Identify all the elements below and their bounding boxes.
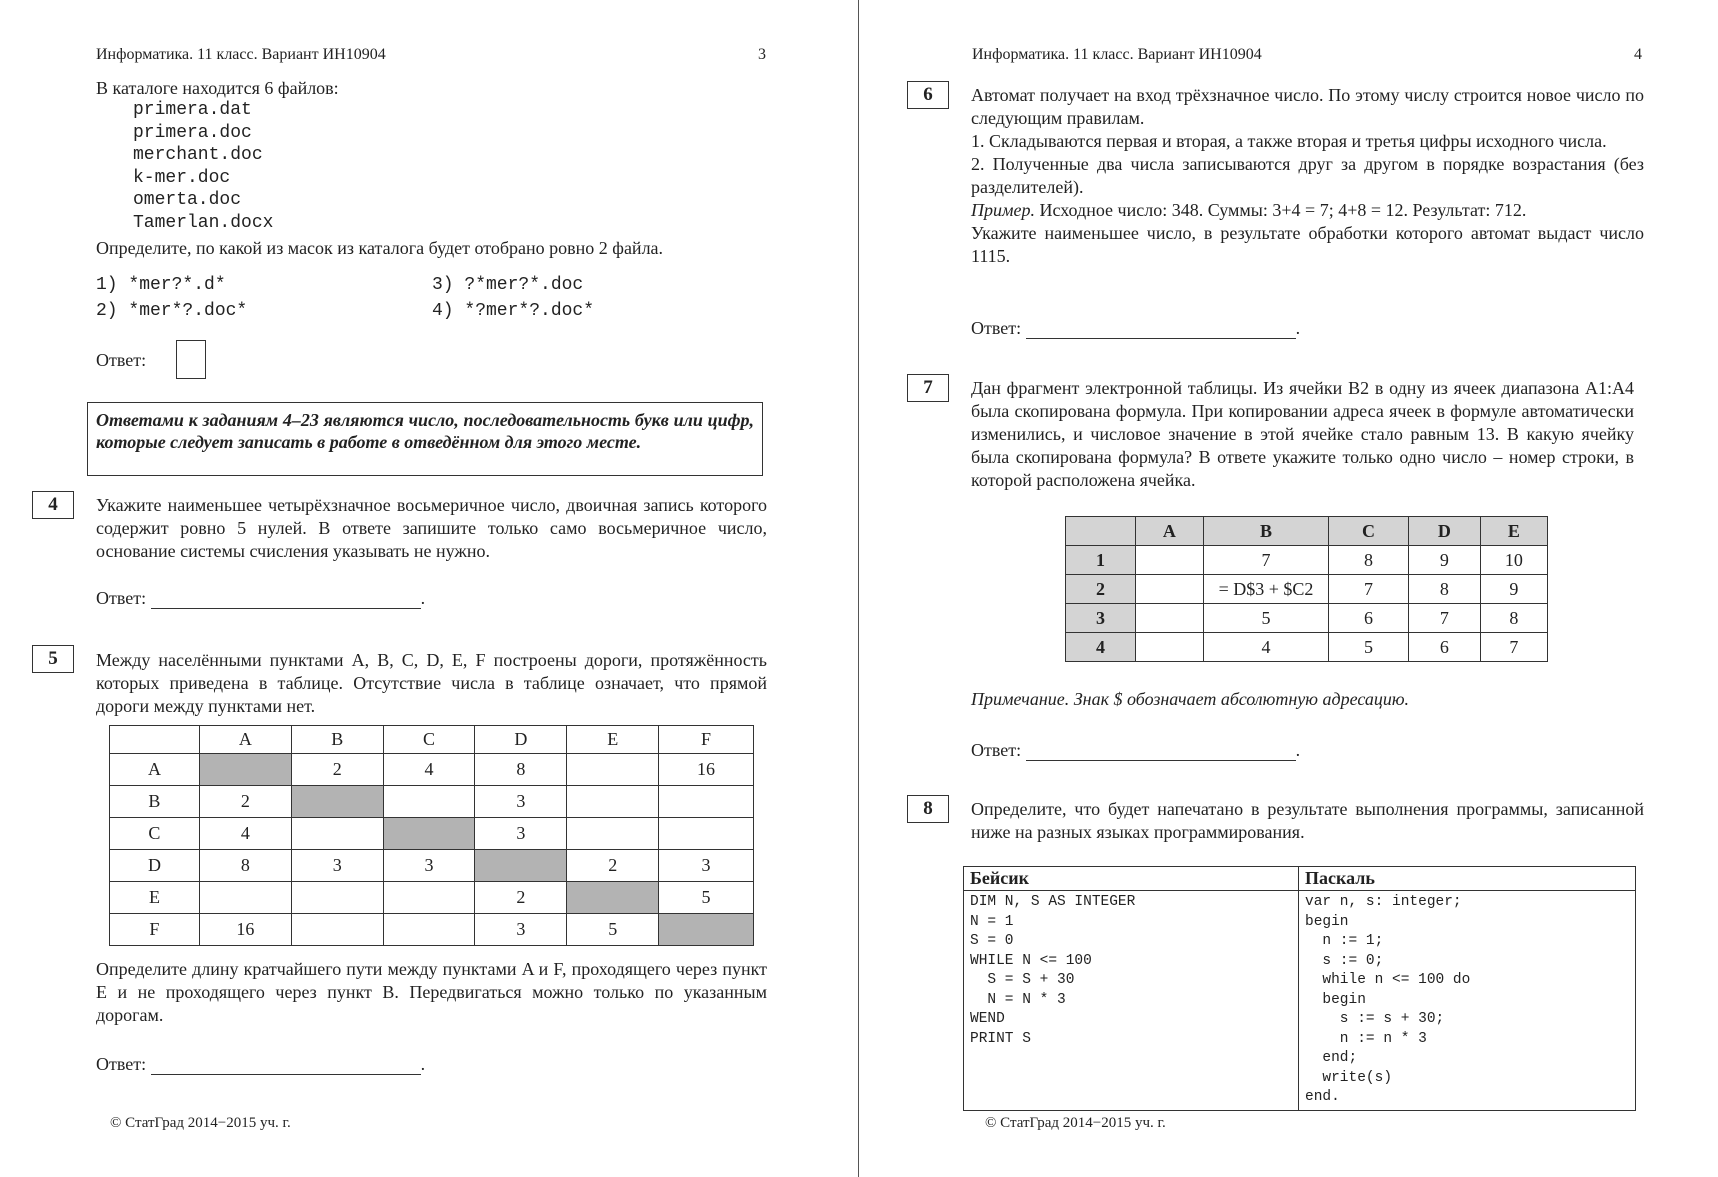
pascal-code-line: begin xyxy=(1305,913,1349,930)
roads-cell xyxy=(199,754,291,786)
roads-row-label: E xyxy=(110,882,200,914)
sheet-cell: 7 xyxy=(1408,604,1480,633)
task5-answer-line[interactable] xyxy=(151,1057,421,1075)
sheet-cell: = D$3 + $C2 xyxy=(1203,575,1328,604)
roads-cell xyxy=(659,914,754,946)
task6-text2: 1. Складываются первая и вторая, а также вторая и третья цифры исходного числа. xyxy=(971,131,1607,151)
table-row xyxy=(110,914,754,946)
sheet-row-header: 4 xyxy=(1066,633,1136,662)
task7-text: Дан фрагмент электронной таблицы. Из ячейки B2 в одну из ячеек диапазона A1:A4 была скопирована формула. При копировании адреса ячеек в формуле автоматически изменились, и числовое значение в этой ячейке стало равным 13. В какую ячейку была скопирована формула? В ответе укажите только одно число – номер строки, в которой расположена ячейка. xyxy=(971,378,1634,490)
sheet-column-header: C xyxy=(1329,517,1409,546)
task6-answer-row: Ответ: . xyxy=(971,318,1301,338)
file-item: primera.doc xyxy=(133,122,252,143)
task6-text1: Автомат получает на вход трёхзначное число. По этому числу строится новое число по следующим правилам. xyxy=(971,85,1644,128)
basic-code-line: S = 0 xyxy=(970,933,1014,949)
pascal-code-line: end. xyxy=(1305,1089,1340,1105)
right-header: Информатика. 11 класс. Вариант ИН10904 xyxy=(972,46,1262,63)
roads-table xyxy=(109,725,754,946)
sheet-column-header: D xyxy=(1408,517,1480,546)
basic-code-line: DIM N, S AS INTEGER xyxy=(970,894,1136,910)
table-row xyxy=(1066,633,1548,662)
roads-cell: 2 xyxy=(567,850,659,882)
sheet-cell: 8 xyxy=(1408,575,1480,604)
sheet-cell: 9 xyxy=(1480,575,1547,604)
sheet-cell: 7 xyxy=(1329,575,1409,604)
table-row xyxy=(110,850,754,882)
task3-question: Определите, по какой из масок из каталога будет отобрано ровно 2 файла. xyxy=(96,238,664,258)
task4-answer-label: Ответ: xyxy=(96,588,147,608)
option-3: 3) ?*mer?*.doc xyxy=(432,275,584,295)
task6-answer-label: Ответ: xyxy=(971,318,1022,338)
basic-code-line: S = S + 30 xyxy=(970,972,1075,988)
file-item: k-mer.doc xyxy=(133,167,231,188)
task7-answer-row: Ответ: . xyxy=(971,740,1301,760)
roads-cell: 16 xyxy=(659,754,754,786)
roads-cell: 3 xyxy=(291,850,383,882)
sheet-column-header: E xyxy=(1480,517,1547,546)
roads-header-cell: C xyxy=(383,726,475,754)
roads-cell: 4 xyxy=(383,754,475,786)
task7-answer-label: Ответ: xyxy=(971,740,1022,760)
task7-number: 7 xyxy=(907,374,949,402)
roads-cell: 2 xyxy=(475,882,567,914)
file-item: Tamerlan.docx xyxy=(133,212,274,233)
basic-code-line: PRINT S xyxy=(970,1030,1031,1047)
sheet-cell: 5 xyxy=(1203,604,1328,633)
sheet-cell xyxy=(1135,546,1203,575)
roads-header-cell: F xyxy=(659,726,754,754)
sheet-cell: 7 xyxy=(1480,633,1547,662)
sheet-column-header xyxy=(1066,517,1136,546)
task6-example-label: Пример. xyxy=(971,200,1035,220)
roads-cell: 8 xyxy=(475,754,567,786)
sheet-cell xyxy=(1135,575,1203,604)
sheet-cell xyxy=(1135,604,1203,633)
pascal-code-line: write(s) xyxy=(1305,1069,1393,1086)
table-row xyxy=(110,818,754,850)
roads-cell xyxy=(659,818,754,850)
roads-cell: 4 xyxy=(199,818,291,850)
pascal-code-line: var n, s: integer; xyxy=(1305,894,1462,910)
task6-number: 6 xyxy=(907,81,949,109)
sheet-column-header: B xyxy=(1203,517,1328,546)
roads-cell xyxy=(291,914,383,946)
catalog-intro: В каталоге находится 6 файлов: xyxy=(96,78,339,98)
task5-answer-row: Ответ: . xyxy=(96,1054,426,1074)
task3-answer-box[interactable] xyxy=(176,340,206,379)
table-row xyxy=(1066,604,1548,633)
basic-code-line: N = 1 xyxy=(970,913,1014,930)
table-row xyxy=(1066,546,1548,575)
pascal-code-line: n := 1; xyxy=(1305,933,1384,949)
task5-answer-label: Ответ: xyxy=(96,1054,147,1074)
pascal-code-line: end; xyxy=(1305,1050,1358,1066)
basic-header: Бейсик xyxy=(964,867,1299,891)
sheet-cell: 8 xyxy=(1480,604,1547,633)
basic-code xyxy=(964,891,1299,1111)
answers-notice: Ответами к заданиям 4–23 являются число, последовательность букв или цифр, которые следует записать в работе в отведённом для этого месте. xyxy=(87,402,763,476)
pascal-header: Паскаль xyxy=(1299,867,1636,891)
task5-text: Между населёнными пунктами A, B, C, D, E, F построены дороги, протяжённость которых приведена в таблице. Отсутствие числа в таблице означает, что прямой дороги между пунктами нет. xyxy=(96,650,767,716)
option-2: 2) *mer*?.doc* xyxy=(96,301,248,321)
pascal-code-line: s := 0; xyxy=(1305,952,1384,969)
roads-cell xyxy=(291,786,383,818)
sheet-cell: 4 xyxy=(1203,633,1328,662)
roads-cell xyxy=(383,818,475,850)
task4-number: 4 xyxy=(32,491,74,519)
task7-note: Примечание. Знак $ обозначает абсолютную адресацию. xyxy=(971,689,1410,709)
sheet-cell: 8 xyxy=(1329,546,1409,575)
roads-row-label: B xyxy=(110,786,200,818)
sheet-cell: 6 xyxy=(1408,633,1480,662)
file-item: merchant.doc xyxy=(133,145,263,165)
roads-row-label: C xyxy=(110,818,200,850)
sheet-cell: 10 xyxy=(1480,546,1547,575)
roads-cell xyxy=(567,818,659,850)
task6-example-text: Исходное число: 348. Суммы: 3+4 = 7; 4+8 = 12. Результат: 712. xyxy=(1039,200,1527,220)
roads-header-cell xyxy=(110,726,200,754)
file-list xyxy=(133,99,273,234)
roads-cell: 3 xyxy=(475,786,567,818)
roads-cell: 8 xyxy=(199,850,291,882)
basic-code-line: WHILE N <= 100 xyxy=(970,952,1092,969)
pascal-code-line: while n <= 100 do xyxy=(1305,972,1471,988)
roads-cell xyxy=(383,786,475,818)
roads-cell xyxy=(567,882,659,914)
roads-cell xyxy=(567,754,659,786)
roads-cell: 2 xyxy=(199,786,291,818)
option-4: 4) *?mer*?.doc* xyxy=(432,301,595,321)
pascal-code-line: begin xyxy=(1305,991,1366,1008)
basic-code-line: N = N * 3 xyxy=(970,991,1066,1008)
sheet-cell: 9 xyxy=(1408,546,1480,575)
file-item: omerta.doc xyxy=(133,190,242,210)
table-row xyxy=(1066,575,1548,604)
roads-row-label: A xyxy=(110,754,200,786)
roads-row-label: D xyxy=(110,850,200,882)
left-page-number: 3 xyxy=(758,46,766,63)
roads-cell xyxy=(291,882,383,914)
task4-answer-line[interactable] xyxy=(151,591,421,609)
roads-cell xyxy=(659,786,754,818)
task4-text: Укажите наименьшее четырёхзначное восьмеричное число, двоичная запись которого содержит ровно 5 нулей. В ответе запишите только само восьмеричное число, основание системы счисления указывать не нужно. xyxy=(96,495,767,561)
task3-answer-label: Ответ: xyxy=(96,350,147,370)
sheet-cell: 5 xyxy=(1329,633,1409,662)
task8-number: 8 xyxy=(907,795,949,823)
left-header: Информатика. 11 класс. Вариант ИН10904 xyxy=(96,46,386,63)
option-1: 1) *mer?*.d* xyxy=(96,275,226,295)
roads-cell: 3 xyxy=(383,850,475,882)
roads-cell xyxy=(383,882,475,914)
roads-cell: 5 xyxy=(659,882,754,914)
roads-cell xyxy=(475,850,567,882)
sheet-column-header: A xyxy=(1135,517,1203,546)
table-row xyxy=(110,882,754,914)
right-page-number: 4 xyxy=(1634,46,1642,63)
roads-cell: 3 xyxy=(475,914,567,946)
roads-cell: 3 xyxy=(475,818,567,850)
task6-answer-line[interactable] xyxy=(1026,321,1296,339)
table-row xyxy=(110,754,754,786)
spreadsheet-table xyxy=(1065,516,1548,662)
roads-cell xyxy=(383,914,475,946)
left-footer: © СтатГрад 2014−2015 уч. г. xyxy=(110,1115,291,1131)
sheet-row-header: 2 xyxy=(1066,575,1136,604)
sheet-cell xyxy=(1135,633,1203,662)
roads-row-label: F xyxy=(110,914,200,946)
roads-cell: 3 xyxy=(659,850,754,882)
task4-answer-row: Ответ: . xyxy=(96,588,426,608)
roads-header-cell: B xyxy=(291,726,383,754)
roads-cell xyxy=(291,818,383,850)
roads-cell xyxy=(199,882,291,914)
roads-header-cell: E xyxy=(567,726,659,754)
roads-cell: 5 xyxy=(567,914,659,946)
task5-number: 5 xyxy=(32,645,74,673)
pascal-code xyxy=(1299,891,1636,1111)
task6-text xyxy=(971,84,1644,268)
task5-question: Определите длину кратчайшего пути между пунктами A и F, проходящего через пункт E и не проходящего через пункт B. Передвигаться можно только по указанным дорогам. xyxy=(96,959,767,1025)
task7-answer-line[interactable] xyxy=(1026,743,1296,761)
basic-code-line: WEND xyxy=(970,1011,1005,1027)
task6-text4: Укажите наименьшее число, в результате обработки которого автомат выдаст число 1115. xyxy=(971,223,1644,266)
program-table xyxy=(963,866,1636,1111)
table-row xyxy=(110,786,754,818)
pascal-code-line: n := n * 3 xyxy=(1305,1030,1427,1047)
roads-cell: 16 xyxy=(199,914,291,946)
pascal-code-line: s := s + 30; xyxy=(1305,1011,1445,1027)
sheet-row-header: 3 xyxy=(1066,604,1136,633)
roads-header-cell: D xyxy=(475,726,567,754)
file-item: primera.dat xyxy=(133,100,252,120)
roads-cell: 2 xyxy=(291,754,383,786)
sheet-row-header: 1 xyxy=(1066,546,1136,575)
task8-text: Определите, что будет напечатано в результате выполнения программы, записанной ниже на разных языках программирования. xyxy=(971,799,1644,842)
page-divider xyxy=(858,0,859,1177)
task6-text3: 2. Полученные два числа записываются друг за другом в порядке возрастания (без разделителей). xyxy=(971,154,1644,197)
sheet-cell: 7 xyxy=(1203,546,1328,575)
roads-cell xyxy=(567,786,659,818)
task6-example xyxy=(971,199,1644,222)
right-footer: © СтатГрад 2014−2015 уч. г. xyxy=(985,1115,1166,1131)
sheet-cell: 6 xyxy=(1329,604,1409,633)
roads-header-cell: A xyxy=(199,726,291,754)
